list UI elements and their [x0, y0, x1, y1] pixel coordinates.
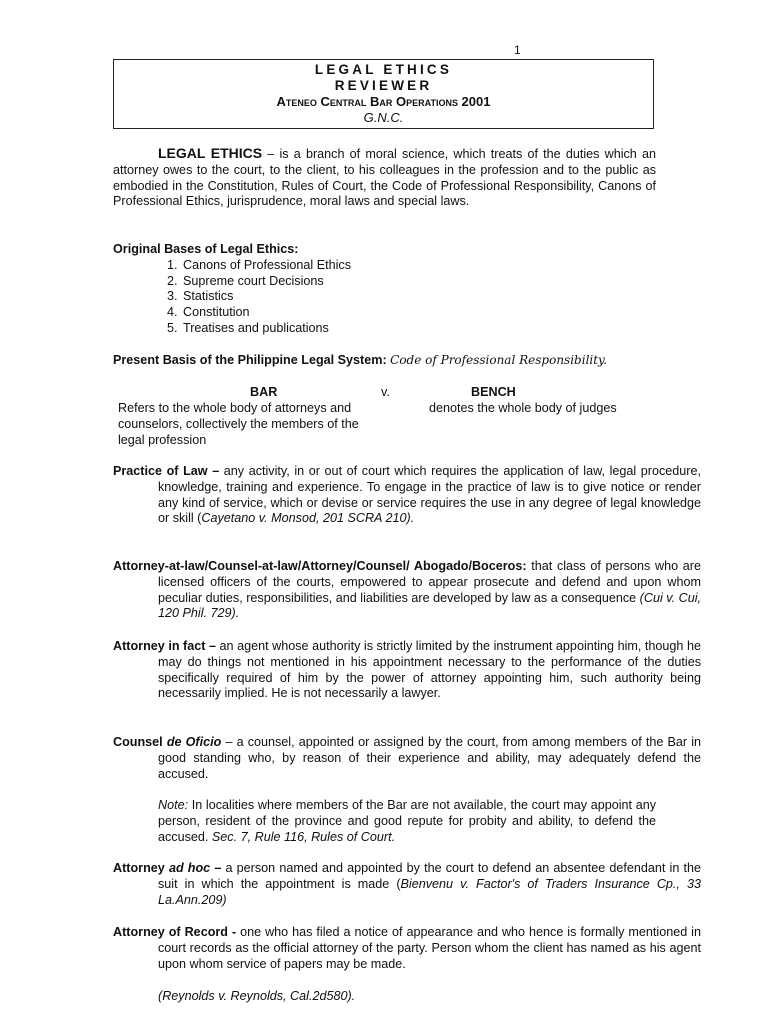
note-cite: Sec. 7, Rule 116, Rules of Court.: [211, 829, 396, 844]
list-item: 3. Statistics: [181, 289, 656, 305]
list-item: 4. Constitution: [181, 305, 656, 321]
practice-of-law-cite: Cayetano v. Monsod, 201 SCRA 210).: [201, 511, 415, 526]
note-label: Note:: [158, 798, 189, 812]
counsel-de-oficio-term-latin: de Oficio: [166, 735, 222, 749]
attorney-at-law-cite: (Cui v. Cui, 120 Phil. 729).: [158, 590, 702, 621]
bench-label: BENCH: [471, 385, 516, 399]
attorney-ad-hoc-term: Attorney: [113, 861, 169, 875]
present-basis-value: Code of Professional Responsibility.: [390, 353, 608, 367]
list-item: 2. Supreme court Decisions: [181, 274, 656, 290]
counsel-de-oficio-paragraph: [113, 735, 701, 782]
counsel-note-paragraph: [113, 798, 656, 845]
attorney-at-law-term: Attorney-at-law/Counsel-at-law/Attorney/Counsel/ Abogado/Boceros:: [113, 559, 527, 573]
note-text: In localities where members of the Bar are not available, the court may appoint any person, resident of the province and good repute for probity and ability, to defend the accused.: [158, 798, 656, 844]
page-number: 1: [514, 43, 521, 57]
intro-text: – is a branch of moral science, which treats of the duties which an attorney owes to the court, to the client, to his colleagues in the profession and to the public as embodied in the Constitution, Rules of Court, the Code of Professional Responsibility, Canons of Professional Ethics, jurisprudence, moral laws and special laws.: [113, 147, 656, 209]
title-line-4: G.N.C.: [363, 110, 404, 125]
intro-term: LEGAL ETHICS: [158, 145, 263, 161]
counsel-de-oficio-text: – a counsel, appointed or assigned by the court, from among members of the Bar in good standing who, by reason of their experience and ability, may adequately defend the accused.: [158, 735, 701, 781]
bar-label: BAR: [250, 385, 278, 399]
bar-definition: Refers to the whole body of attorneys and counselors, collectively the members of the legal profession: [118, 401, 359, 447]
versus-label: v.: [381, 385, 390, 399]
attorney-ad-hoc-cite: Bienvenu v. Factor's of Traders Insurance Cp., 33 La.Ann.209): [158, 876, 701, 907]
practice-of-law-term: Practice of Law –: [113, 464, 220, 478]
attorney-ad-hoc-term-latin: ad hoc: [168, 861, 211, 875]
intro-paragraph: [113, 146, 656, 210]
attorney-of-record-paragraph: [113, 925, 701, 972]
attorney-of-record-term: Attorney of Record -: [113, 925, 237, 939]
list-item: 1. Canons of Professional Ethics: [181, 258, 656, 274]
attorney-of-record-text: one who has filed a notice of appearance and who hence is formally mentioned in court records as the official attorney of the party. Person whom the client has named as his agent upon whom service of papers may be made.: [158, 925, 701, 971]
attorney-in-fact-text: an agent whose authority is strictly limited by the instrument appointing him, though he may do things not mentioned in his appointment necessary to the performance of the duties specifically required of him by the power of attorney appointing him, such authority being necessarily implied. He is not necessarily a lawyer.: [158, 639, 701, 701]
attorney-at-law-paragraph: [113, 559, 701, 622]
title-line-1: LEGAL ETHICS: [314, 62, 453, 77]
attorney-ad-hoc-text: a person named and appointed by the court to defend an absentee defendant in the suit in which the appointment is made (: [158, 861, 701, 891]
title-line-3: Ateneo Central Bar Operations 2001: [276, 94, 491, 109]
original-bases-list: [113, 258, 656, 337]
attorney-of-record-cite: (Reynolds v. Reynolds, Cal.2d580).: [158, 989, 356, 1003]
list-item: 5. Treatises and publications: [181, 321, 656, 337]
attorney-at-law-text: that class of persons who are licensed officers of the courts, empowered to appear prosecute and defend and upon whom peculiar duties, responsibilities, and liabilities are developed by law as a consequence: [158, 559, 702, 605]
original-bases-heading: Original Bases of Legal Ethics:: [113, 242, 299, 256]
bar-bench-header: [113, 385, 656, 401]
attorney-in-fact-term: Attorney in fact –: [113, 639, 216, 653]
original-bases-section: [113, 242, 656, 337]
counsel-de-oficio-term: Counsel: [113, 735, 167, 749]
attorney-in-fact-paragraph: [113, 639, 701, 702]
attorney-ad-hoc-paragraph: [113, 861, 701, 908]
practice-of-law-paragraph: [113, 464, 701, 527]
present-basis: [113, 353, 656, 369]
title-box: [113, 59, 654, 129]
present-basis-label: Present Basis of the Philippine Legal System:: [113, 353, 387, 367]
title-line-2: REVIEWER: [334, 77, 433, 93]
bench-definition: denotes the whole body of judges: [429, 401, 617, 415]
practice-of-law-text: any activity, in or out of court which requires the application of law, legal procedure, knowledge, training and experience. To engage in the practice of law is to give notice or render any kind of service, which or devise or service requires the use in any degree of legal knowledge or skill (: [158, 464, 701, 526]
attorney-ad-hoc-dash: –: [210, 861, 222, 875]
